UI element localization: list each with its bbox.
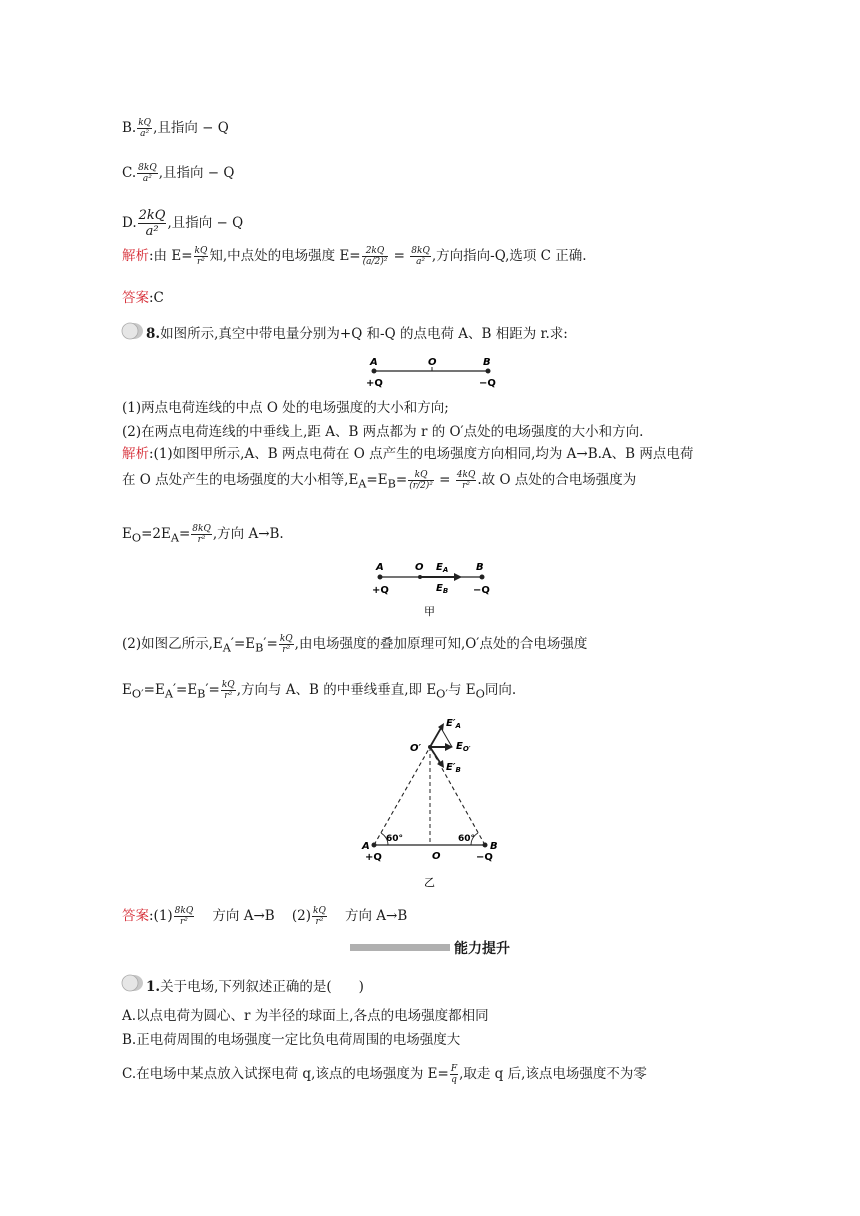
svg-text:EB: $E_B$: [436, 583, 449, 595]
solution-8-line1: 解析:(1)如图甲所示,A、B 两点电荷在 O 点产生的电场强度方向相同,均为 A→B.A、B 两点电荷: [122, 446, 694, 462]
svg-text:B: B: [476, 562, 484, 573]
svg-text:+Q: +Q: [372, 585, 389, 596]
q1-option-a: A.以点电荷为圆心、r 为半径的球面上,各点的电场强度都相同: [122, 1008, 489, 1024]
option-d: D. $\frac{2kQ}{\text{a²}}$ ,且指向 − Q: [122, 208, 244, 239]
option-c: C. $\frac{8kQ}{\text{a²}}$ ,且指向 − Q: [122, 163, 235, 184]
q8-part2: (2)在两点电荷连线的中垂线上,距 A、B 两点都为 r 的 O′点处的电场强度的大小和方向.: [122, 424, 644, 440]
answer-7: 答案:C: [122, 290, 164, 306]
q8-part1: (1)两点电荷连线的中点 O 处的电场强度的大小和方向;: [122, 400, 449, 416]
figure-charges: [360, 352, 500, 394]
solution-label: 解析: [122, 446, 149, 462]
section-title: 能力提升: [454, 941, 510, 957]
q1-option-b: B.正电荷周围的电场强度一定比负电荷周围的电场强度大: [122, 1032, 461, 1048]
option-b: B. $\frac{kQ}{\text{a²}}$ ,且指向 − Q: [122, 118, 229, 139]
solution-8-line5: $E_{O'}=E_A'=E_B'=$ $\frac{kQ}{\text{r²}}$ ,方向与 A、B 的中垂线垂直,即 $E_{O'}$与 $E_O$同向.: [122, 680, 517, 701]
svg-text:60°: 60°: [386, 834, 404, 844]
svg-text:−Q: −Q: [473, 585, 490, 596]
svg-text:O: O: [415, 562, 424, 573]
figure-jia: [366, 556, 496, 620]
svg-text:乙: 乙: [424, 876, 435, 889]
svg-text:甲: 甲: [424, 605, 435, 618]
question-1: 1.关于电场,下列叙述正确的是( ): [146, 979, 364, 995]
question-8: 8.如图所示,真空中带电量分别为+Q 和-Q 的点电荷 A、B 相距为 r.求:: [146, 326, 568, 342]
svg-text:A: A: [370, 357, 378, 368]
svg-text:O: O: [432, 851, 441, 862]
svg-text:B: B: [483, 357, 491, 368]
svg-text:A: A: [362, 841, 370, 852]
q1-option-c: C.在电场中某点放入试探电荷 q,该点的电场强度为 E= $\frac{F}{q}$ ,取走 q 后,该点电场强度不为零: [122, 1064, 647, 1085]
svg-text:−Q: −Q: [479, 378, 496, 389]
question-marker-icon: [120, 322, 144, 340]
answer-8: 答案:(1) $\frac{8kQ}{\text{r²}}$ 方向 A→B (2) $\frac{kQ}{\text{r²}}$ 方向 A→B: [122, 906, 408, 927]
solution-label: 解析: [122, 248, 149, 264]
question-marker-icon: [120, 974, 144, 992]
svg-text:E′B: $E'_B$: [446, 762, 461, 774]
solution-7: 解析:由 E= $\frac{kQ}{\text{r²}}$ 知,中点处的电场强度 E= $\frac{2kQ}{\text{(a/2)²}}$ = $\frac{8kQ}{\text{a²}}$ ,方向指向-Q,选项 C 正确.: [122, 246, 587, 267]
svg-text:A: A: [376, 562, 384, 573]
svg-text:EO′: $E_{O'}$: [456, 741, 471, 753]
solution-8-line3: $E_O=2E_A=$ $\frac{8kQ}{\text{r²}}$ ,方向 A→B.: [122, 524, 284, 545]
solution-8-line2: 在 O 点处产生的电场强度的大小相等$,E_A=E_B=$ $\frac{kQ}{\text{(r/2)²}}$ = $\frac{4kQ}{\text{r²}}$ .故 O 点处的合电场强度为: [122, 470, 637, 491]
answer-label: 答案: [122, 290, 149, 306]
svg-text:+Q: +Q: [366, 378, 383, 389]
svg-text:B: B: [490, 841, 498, 852]
solution-8-line4: (2)如图乙所示$,E_A'=E_B'=$ $\frac{kQ}{\text{r²}}$ ,由电场强度的叠加原理可知,O′点处的合电场强度: [122, 634, 588, 655]
svg-text:EA: $E_A$: [436, 562, 449, 574]
svg-text:+Q: +Q: [365, 852, 382, 863]
svg-text:O′: O′: [410, 743, 422, 754]
answer-label: 答案: [122, 908, 149, 924]
svg-text:E′A: $E'_A$: [446, 718, 461, 730]
svg-text:−Q: −Q: [476, 852, 493, 863]
section-bar: [350, 944, 450, 951]
svg-text:O: O: [428, 357, 437, 368]
svg-text:60°: 60°: [458, 834, 476, 844]
figure-yi: [352, 712, 512, 892]
